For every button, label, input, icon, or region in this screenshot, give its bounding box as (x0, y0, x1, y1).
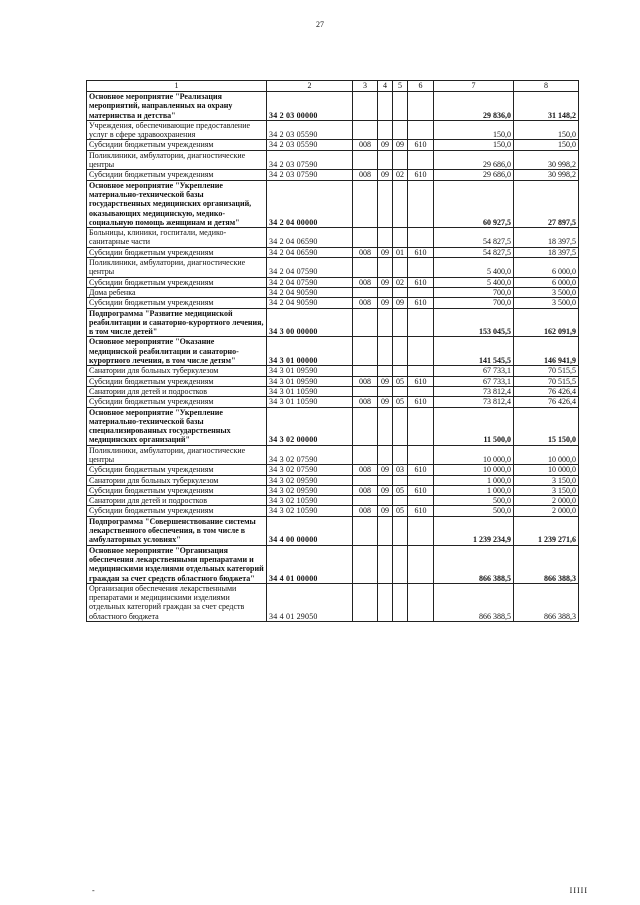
row-col6 (408, 475, 434, 485)
row-col5 (393, 120, 408, 140)
table-header-row (87, 81, 579, 92)
row-code: 34 2 04 90590 (267, 287, 353, 297)
row-col6 (408, 496, 434, 506)
row-value-8: 3 150,0 (514, 475, 579, 485)
row-name: Подпрограмма "Совершенствование системы лекарственного обеспечения, в том числе в амбулаторных условиях" (87, 516, 267, 545)
row-value-8: 76 426,4 (514, 386, 579, 396)
row-code: 34 3 02 10590 (267, 506, 353, 516)
row-col6 (408, 228, 434, 248)
row-code: 34 2 04 90590 (267, 298, 353, 308)
row-col4 (378, 258, 393, 278)
table-row (87, 308, 579, 337)
row-code: 34 3 02 00000 (267, 407, 353, 445)
row-value-7: 153 045,5 (434, 308, 514, 337)
row-value-8: 15 150,0 (514, 407, 579, 445)
row-col6 (408, 386, 434, 396)
row-value-7: 141 545,5 (434, 337, 514, 366)
row-value-7: 67 733,1 (434, 376, 514, 386)
row-value-7: 73 812,4 (434, 386, 514, 396)
row-col4: 09 (378, 376, 393, 386)
row-value-8: 30 998,2 (514, 170, 579, 180)
row-value-8: 27 897,5 (514, 180, 579, 227)
row-name: Субсидии бюджетным учреждениям (87, 277, 267, 287)
row-value-8: 6 000,0 (514, 277, 579, 287)
table-row (87, 496, 579, 506)
row-value-7: 1 239 234,9 (434, 516, 514, 545)
column-header: 6 (408, 81, 434, 92)
row-name: Субсидии бюджетным учреждениям (87, 298, 267, 308)
row-value-7: 11 500,0 (434, 407, 514, 445)
row-col4 (378, 496, 393, 506)
row-col3 (353, 287, 378, 297)
row-col4 (378, 366, 393, 376)
row-col4 (378, 475, 393, 485)
row-col5 (393, 583, 408, 621)
row-col4: 09 (378, 247, 393, 257)
row-col5 (393, 545, 408, 583)
row-value-8: 3 500,0 (514, 287, 579, 297)
row-col6: 610 (408, 170, 434, 180)
column-header: 3 (353, 81, 378, 92)
row-col6 (408, 407, 434, 445)
row-code: 34 3 01 10590 (267, 386, 353, 396)
row-col6: 610 (408, 397, 434, 407)
column-header: 4 (378, 81, 393, 92)
row-name: Основное мероприятие "Организация обеспечения лекарственными препаратами и медицинскими изделиями отдельных категорий граждан за счет средств областного бюджета" (87, 545, 267, 583)
row-col4: 09 (378, 140, 393, 150)
row-col3: 008 (353, 506, 378, 516)
row-value-8: 1 239 271,6 (514, 516, 579, 545)
row-col4: 09 (378, 277, 393, 287)
row-col6 (408, 287, 434, 297)
column-header: 8 (514, 81, 579, 92)
row-col4: 09 (378, 485, 393, 495)
row-col6: 610 (408, 465, 434, 475)
row-col5: 05 (393, 506, 408, 516)
row-value-7: 700,0 (434, 298, 514, 308)
row-col4 (378, 516, 393, 545)
row-col5 (393, 287, 408, 297)
row-name: Субсидии бюджетным учреждениям (87, 376, 267, 386)
row-col6 (408, 337, 434, 366)
row-col5: 05 (393, 397, 408, 407)
row-col5 (393, 386, 408, 396)
row-col5: 05 (393, 485, 408, 495)
row-name: Основное мероприятие "Реализация мероприятий, направленных на охрану материнства и детства" (87, 92, 267, 121)
column-header: 2 (267, 81, 353, 92)
table-row (87, 180, 579, 227)
row-col3 (353, 337, 378, 366)
row-col5: 02 (393, 170, 408, 180)
row-col3: 008 (353, 298, 378, 308)
row-col3 (353, 150, 378, 170)
row-col5 (393, 180, 408, 227)
table-row (87, 366, 579, 376)
column-header: 5 (393, 81, 408, 92)
page-number: 27 (316, 20, 324, 29)
row-name: Санатории для детей и подростков (87, 496, 267, 506)
row-value-7: 866 388,5 (434, 545, 514, 583)
row-col3: 008 (353, 247, 378, 257)
row-name: Дома ребенка (87, 287, 267, 297)
row-col6 (408, 180, 434, 227)
row-col6 (408, 516, 434, 545)
row-col6: 610 (408, 277, 434, 287)
budget-table (86, 80, 579, 622)
row-name: Поликлиники, амбулатории, диагностические центры (87, 258, 267, 278)
row-col6 (408, 150, 434, 170)
row-value-8: 866 388,3 (514, 583, 579, 621)
row-value-7: 5 400,0 (434, 277, 514, 287)
row-value-8: 2 000,0 (514, 496, 579, 506)
row-col3 (353, 545, 378, 583)
row-code: 34 3 02 07590 (267, 445, 353, 465)
table-row (87, 140, 579, 150)
row-col3 (353, 516, 378, 545)
row-code: 34 2 03 07590 (267, 150, 353, 170)
row-col5 (393, 337, 408, 366)
row-col6 (408, 308, 434, 337)
row-col6: 610 (408, 298, 434, 308)
row-col5 (393, 475, 408, 485)
row-col3 (353, 407, 378, 445)
row-col3 (353, 120, 378, 140)
row-name: Субсидии бюджетным учреждениям (87, 485, 267, 495)
row-col3: 008 (353, 397, 378, 407)
row-value-8: 10 000,0 (514, 445, 579, 465)
row-col3: 008 (353, 140, 378, 150)
row-value-8: 31 148,2 (514, 92, 579, 121)
row-name: Субсидии бюджетным учреждениям (87, 140, 267, 150)
row-code: 34 4 01 29050 (267, 583, 353, 621)
row-col5 (393, 366, 408, 376)
row-col5: 01 (393, 247, 408, 257)
row-col6: 610 (408, 485, 434, 495)
row-code: 34 2 03 07590 (267, 170, 353, 180)
row-col4 (378, 150, 393, 170)
row-value-7: 700,0 (434, 287, 514, 297)
row-value-8: 70 515,5 (514, 366, 579, 376)
table-body (87, 92, 579, 622)
row-col4 (378, 308, 393, 337)
row-name: Субсидии бюджетным учреждениям (87, 397, 267, 407)
row-code: 34 2 04 07590 (267, 277, 353, 287)
row-name: Поликлиники, амбулатории, диагностические центры (87, 150, 267, 170)
row-col3 (353, 308, 378, 337)
row-col5 (393, 228, 408, 248)
row-code: 34 2 04 07590 (267, 258, 353, 278)
row-col3 (353, 258, 378, 278)
row-value-8: 18 397,5 (514, 228, 579, 248)
table-row (87, 407, 579, 445)
row-value-8: 162 091,9 (514, 308, 579, 337)
row-value-7: 866 388,5 (434, 583, 514, 621)
row-name: Субсидии бюджетным учреждениям (87, 170, 267, 180)
row-col6: 610 (408, 140, 434, 150)
row-value-7: 1 000,0 (434, 485, 514, 495)
row-value-7: 29 686,0 (434, 150, 514, 170)
row-value-8: 3 500,0 (514, 298, 579, 308)
row-name: Организация обеспечения лекарственными препаратами и медицинскими изделиями отдельных категорий граждан за счет средств областного бюджета (87, 583, 267, 621)
row-col5 (393, 308, 408, 337)
row-code: 34 2 03 05590 (267, 120, 353, 140)
row-col5: 03 (393, 465, 408, 475)
row-col4 (378, 287, 393, 297)
row-name: Санатории для больных туберкулезом (87, 475, 267, 485)
row-col5 (393, 496, 408, 506)
row-value-7: 67 733,1 (434, 366, 514, 376)
table-row (87, 170, 579, 180)
row-col3 (353, 445, 378, 465)
row-code: 34 2 03 05590 (267, 140, 353, 150)
table-row (87, 298, 579, 308)
row-name: Санатории для детей и подростков (87, 386, 267, 396)
table-row (87, 247, 579, 257)
corner-mark: - (92, 886, 95, 895)
row-col3 (353, 386, 378, 396)
footer-mark: IIIII (569, 886, 588, 895)
row-col6 (408, 258, 434, 278)
row-name: Больницы, клиники, госпитали, медико-санитарные части (87, 228, 267, 248)
row-col3 (353, 583, 378, 621)
row-col6: 610 (408, 506, 434, 516)
row-value-7: 10 000,0 (434, 465, 514, 475)
row-code: 34 4 01 00000 (267, 545, 353, 583)
row-col6 (408, 120, 434, 140)
row-col4 (378, 445, 393, 465)
row-code: 34 3 01 09590 (267, 366, 353, 376)
table-row (87, 287, 579, 297)
row-value-7: 10 000,0 (434, 445, 514, 465)
table-row (87, 397, 579, 407)
row-code: 34 3 02 07590 (267, 465, 353, 475)
row-value-7: 60 927,5 (434, 180, 514, 227)
table-row (87, 445, 579, 465)
table-row (87, 120, 579, 140)
table-row (87, 506, 579, 516)
row-col3: 008 (353, 376, 378, 386)
row-name: Подпрограмма "Развитие медицинской реабилитации и санаторно-курортного лечения, в том числе детей" (87, 308, 267, 337)
row-col4 (378, 583, 393, 621)
table-row (87, 545, 579, 583)
row-value-7: 500,0 (434, 496, 514, 506)
row-col5 (393, 92, 408, 121)
row-name: Субсидии бюджетным учреждениям (87, 465, 267, 475)
row-col4 (378, 407, 393, 445)
row-name: Поликлиники, амбулатории, диагностические центры (87, 445, 267, 465)
row-col6 (408, 92, 434, 121)
row-code: 34 3 02 09590 (267, 475, 353, 485)
row-name: Учреждения, обеспечивающие предоставление услуг в сфере здравоохранения (87, 120, 267, 140)
row-col4: 09 (378, 506, 393, 516)
row-col4 (378, 228, 393, 248)
row-col4: 09 (378, 465, 393, 475)
row-code: 34 3 01 10590 (267, 397, 353, 407)
row-col4 (378, 180, 393, 227)
row-value-8: 2 000,0 (514, 506, 579, 516)
row-value-8: 30 998,2 (514, 150, 579, 170)
row-value-8: 150,0 (514, 140, 579, 150)
row-code: 34 2 04 06590 (267, 247, 353, 257)
row-value-7: 1 000,0 (434, 475, 514, 485)
table-row (87, 258, 579, 278)
row-col5: 02 (393, 277, 408, 287)
row-code: 34 3 02 10590 (267, 496, 353, 506)
row-code: 34 2 04 06590 (267, 228, 353, 248)
row-value-8: 70 515,5 (514, 376, 579, 386)
row-code: 34 4 00 00000 (267, 516, 353, 545)
row-value-7: 150,0 (434, 120, 514, 140)
row-col4 (378, 545, 393, 583)
row-col4 (378, 92, 393, 121)
row-value-7: 29 686,0 (434, 170, 514, 180)
table-row (87, 583, 579, 621)
row-col6 (408, 366, 434, 376)
row-value-8: 6 000,0 (514, 258, 579, 278)
row-col3: 008 (353, 465, 378, 475)
row-col5 (393, 258, 408, 278)
table-row (87, 92, 579, 121)
row-code: 34 2 03 00000 (267, 92, 353, 121)
table-row (87, 277, 579, 287)
row-col3: 008 (353, 485, 378, 495)
row-col4: 09 (378, 170, 393, 180)
row-name: Санатории для больных туберкулезом (87, 366, 267, 376)
row-name: Основное мероприятие "Укрепление материально-технической базы специализированных государственных медицинских организаций" (87, 407, 267, 445)
column-header: 7 (434, 81, 514, 92)
row-value-8: 76 426,4 (514, 397, 579, 407)
row-value-8: 866 388,3 (514, 545, 579, 583)
row-name: Основное мероприятие "Оказание медицинской реабилитации и санаторно-курортного лечения, в том числе детям" (87, 337, 267, 366)
table-row (87, 228, 579, 248)
row-col4 (378, 120, 393, 140)
row-col3 (353, 366, 378, 376)
row-name: Субсидии бюджетным учреждениям (87, 506, 267, 516)
row-col4: 09 (378, 397, 393, 407)
row-col3 (353, 92, 378, 121)
row-name: Субсидии бюджетным учреждениям (87, 247, 267, 257)
row-value-7: 54 827,5 (434, 228, 514, 248)
row-col3: 008 (353, 277, 378, 287)
row-code: 34 3 01 09590 (267, 376, 353, 386)
row-col5: 09 (393, 298, 408, 308)
row-value-8: 18 397,5 (514, 247, 579, 257)
row-col3: 008 (353, 170, 378, 180)
table-row (87, 376, 579, 386)
row-value-7: 73 812,4 (434, 397, 514, 407)
table-row (87, 465, 579, 475)
row-col6 (408, 445, 434, 465)
row-col3 (353, 475, 378, 485)
row-col4: 09 (378, 298, 393, 308)
row-col5 (393, 407, 408, 445)
row-col4 (378, 337, 393, 366)
row-col6 (408, 583, 434, 621)
row-col6: 610 (408, 247, 434, 257)
row-code: 34 3 02 09590 (267, 485, 353, 495)
row-col3 (353, 228, 378, 248)
row-value-8: 3 150,0 (514, 485, 579, 495)
row-value-7: 500,0 (434, 506, 514, 516)
row-value-8: 10 000,0 (514, 465, 579, 475)
row-value-7: 54 827,5 (434, 247, 514, 257)
table-row (87, 150, 579, 170)
row-col5: 09 (393, 140, 408, 150)
row-value-7: 150,0 (434, 140, 514, 150)
row-name: Основное мероприятие "Укрепление материально-технической базы государственных медицинских организаций, оказывающих медицинскую, медико-социальную помощь женщинам и детям" (87, 180, 267, 227)
row-col5 (393, 150, 408, 170)
row-col3 (353, 496, 378, 506)
row-col5 (393, 445, 408, 465)
column-header: 1 (87, 81, 267, 92)
table-row (87, 337, 579, 366)
row-col4 (378, 386, 393, 396)
row-col5: 05 (393, 376, 408, 386)
row-col3 (353, 180, 378, 227)
row-col5 (393, 516, 408, 545)
row-code: 34 3 01 00000 (267, 337, 353, 366)
row-value-7: 29 836,0 (434, 92, 514, 121)
row-code: 34 2 04 00000 (267, 180, 353, 227)
row-code: 34 3 00 00000 (267, 308, 353, 337)
row-value-8: 150,0 (514, 120, 579, 140)
row-value-8: 146 941,9 (514, 337, 579, 366)
row-col6: 610 (408, 376, 434, 386)
table-row (87, 475, 579, 485)
table-row (87, 485, 579, 495)
row-col6 (408, 545, 434, 583)
row-value-7: 5 400,0 (434, 258, 514, 278)
table-row (87, 386, 579, 396)
table-row (87, 516, 579, 545)
